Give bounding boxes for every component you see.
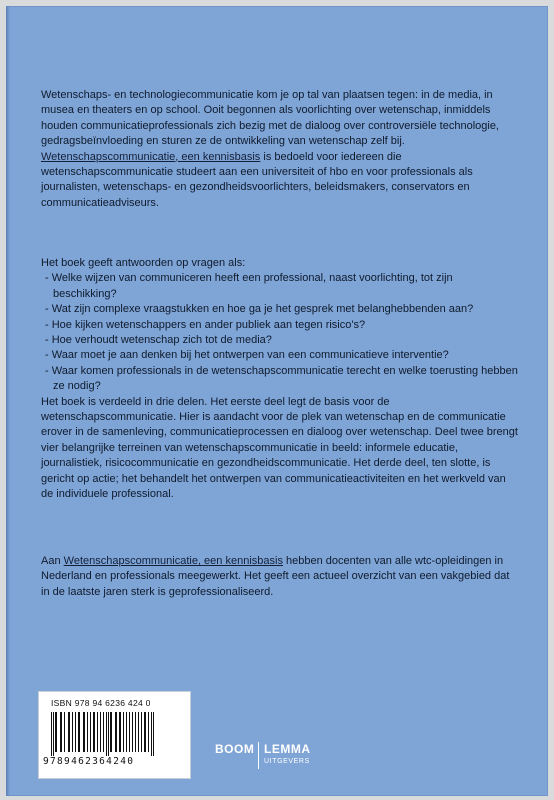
barcode-bar: [138, 712, 139, 752]
barcode-bar: [83, 712, 85, 752]
publisher-divider: [258, 742, 259, 769]
contributors-prefix: Aan: [41, 555, 64, 567]
barcode-bar: [93, 712, 95, 752]
question-item: - Hoe verhoudt wetenschap zich tot de media?: [41, 333, 519, 348]
book-title-reference: Wetenschapscommunicatie, een kennisbasis: [63, 555, 283, 567]
question-item: - Wat zijn complexe vraagstukken en hoe ga je het gesprek met belanghebbenden aan?: [41, 302, 519, 317]
barcode-label: [38, 691, 191, 779]
barcode-bar: [100, 712, 101, 752]
structure-paragraph: Het boek is verdeeld in drie delen. Het eerste deel legt de basis voor de wetenschapscommunicatie. Hier is aandacht voor de plek van wetenschap en de communicatie erover in de samenleving, communicatieprocessen en dialoog over wetenschap. Deel twee brengt vier belangrijke terreinen van wetenschapscommunicatie in beeld: informele educatie, journalistiek, risicocommunicatie en gezondheidscommunicatie. Het derde deel, ten slotte, is gericht op actie; het behandelt het ontwerpen van communicatieactiviteiten en het werkveld van de individuele professional.: [41, 395, 518, 501]
barcode-bar: [68, 712, 70, 752]
question-item: - Waar moet je aan denken bij het ontwerpen van een communicatieve interventie?: [41, 348, 519, 363]
barcode-bar: [129, 712, 130, 752]
question-item: - Hoe kijken wetenschappers en ander publiek aan tegen risico's?: [41, 318, 519, 333]
barcode-bar: [51, 712, 52, 756]
questions-block: [41, 256, 519, 503]
barcode-bar: [115, 712, 117, 752]
barcode-bar: [119, 712, 121, 752]
barcode-bar: [148, 712, 149, 752]
barcode-bar: [106, 712, 107, 756]
barcode-bar: [72, 712, 73, 752]
question-item: - Welke wijzen van communiceren heeft een professional, naast voorlichting, tot zijn beschikking?: [41, 271, 519, 302]
barcode-bar: [97, 712, 98, 752]
barcode-digits: 9789462364240: [43, 756, 135, 767]
barcode-bar: [151, 712, 152, 756]
contributors-paragraph: [41, 554, 519, 600]
publisher-boom: BOOM: [215, 742, 255, 756]
isbn-text: ISBN 978 94 6236 424 0: [51, 698, 151, 708]
barcode-bar: [103, 712, 104, 752]
barcode-bar: [110, 712, 112, 752]
barcode-bar: [60, 712, 62, 752]
barcode-bar: [108, 712, 109, 756]
barcode-icon: [49, 712, 180, 756]
contributors-block: [41, 554, 519, 600]
audience-paragraph: [41, 150, 519, 212]
barcode-bar: [55, 712, 57, 752]
intro-block: [41, 88, 519, 211]
barcode-bar: [132, 712, 133, 752]
publisher-lemma: LEMMA: [264, 742, 311, 756]
barcode-bar: [135, 712, 136, 752]
audience-text: is bedoeld voor iedereen die wetenschapscommunicatie studeert aan een universiteit of hbo en voor professionals als journalisten, wetenschaps- en gezondheidsvoorlichters, beleidsmakers, conservators en communicatieadviseurs.: [41, 150, 473, 209]
barcode-bar: [64, 712, 65, 752]
publisher-uitgevers: UITGEVERS: [264, 758, 310, 765]
barcode-bar: [126, 712, 127, 752]
barcode-bar: [153, 712, 154, 756]
questions-list: [41, 271, 519, 394]
barcode-bar: [87, 712, 88, 752]
publisher-logo: [215, 742, 335, 782]
back-cover: [6, 6, 548, 796]
contributors-text: hebben docenten van alle wtc-opleidingen in Nederland en professionals meegewerkt. Het geeft een actueel overzicht van een vakgebied dat in de laatste jaren sterk is geprofessionaliseerd.: [41, 555, 510, 598]
barcode-bar: [78, 712, 80, 752]
book-title-reference: Wetenschapscommunicatie, een kennisbasis: [41, 150, 261, 163]
intro-paragraph: Wetenschaps- en technologiecommunicatie kom je op tal van plaatsen tegen: in de media, in musea en theaters en op school. Ooit begonnen als voorlichting over wetenschap, inmiddels houden communicatieprofessionals zich bezig met de dialoog over controversiële technologie, gedragsbeïnvloeding en sturen ze de ontwikkeling van wetenschap zelf bij.: [41, 89, 499, 148]
barcode-bar: [141, 712, 142, 752]
barcode-bar: [123, 712, 124, 752]
question-item: - Waar komen professionals in de wetenschapscommunicatie terecht en welke toerusting hebben ze nodig?: [41, 364, 519, 395]
barcode-bar: [90, 712, 91, 752]
barcode-bar: [75, 712, 76, 752]
barcode-bar: [144, 712, 146, 752]
questions-lead: Het boek geeft antwoorden op vragen als:: [41, 257, 246, 269]
barcode-bar: [53, 712, 54, 756]
